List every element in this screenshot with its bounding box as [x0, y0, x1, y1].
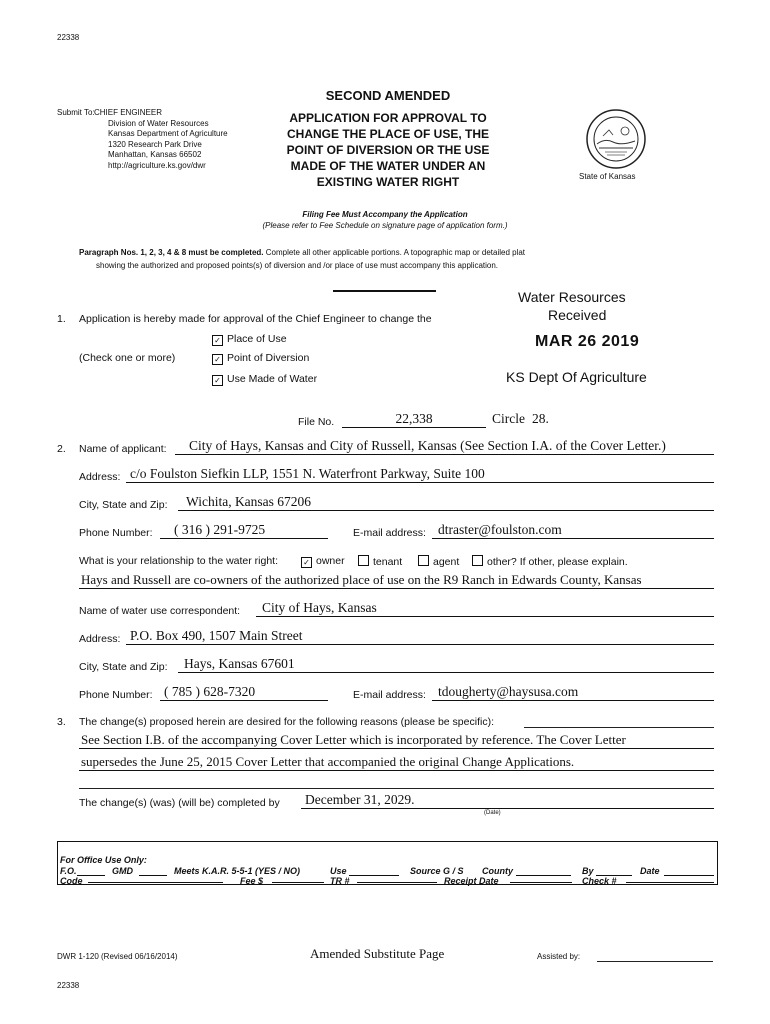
submit-to-line: 1320 Research Park Drive — [108, 139, 202, 149]
instructions-line-2: showing the authorized and proposed points(s) of diversion and /or place of use must accompany this application. — [96, 261, 499, 270]
stamp-water-resources: Water Resources — [518, 289, 626, 305]
circle-label: Circle — [492, 411, 525, 426]
circle-field[interactable]: 28. — [532, 411, 549, 426]
reason-line-1-field[interactable]: See Section I.B. of the accompanying Cover Letter which is incorporated by reference. The Cover Letter — [79, 732, 714, 749]
address-2-field[interactable]: P.O. Box 490, 1507 Main Street — [126, 628, 714, 645]
title-line: CHANGE THE PLACE OF USE, THE — [286, 127, 489, 141]
form-revision: DWR 1-120 (Revised 06/16/2014) — [57, 952, 178, 961]
instructions-required: Paragraph Nos. 1, 2, 3, 4 & 8 must be completed. — [79, 248, 264, 257]
reason-blank-line — [524, 727, 714, 728]
applicant-name-label: Name of applicant: — [79, 443, 167, 455]
office-kar-label: Meets K.A.R. 5-5-1 (YES / NO) — [174, 866, 301, 876]
submit-to-line: Kansas Department of Agriculture — [108, 129, 228, 138]
email-2-label: E-mail address: — [353, 689, 426, 701]
check-note: (Check one or more) — [79, 352, 176, 364]
office-fee-field[interactable] — [272, 882, 324, 883]
office-date-field[interactable] — [664, 875, 714, 876]
substitute-page-note: Amended Substitute Page — [310, 946, 445, 961]
submit-to-line: Division of Water Resources — [108, 118, 209, 128]
phone-label: Phone Number: — [79, 527, 153, 539]
amended-heading: SECOND AMENDED — [325, 88, 451, 103]
city-state-zip-2-label: City, State and Zip: — [79, 661, 168, 673]
title-line: MADE OF THE WATER UNDER AN — [290, 159, 486, 173]
agent-checkbox[interactable] — [418, 555, 429, 566]
office-code-label: Code — [60, 876, 83, 886]
point-of-diversion-checkbox[interactable]: ✓ — [212, 354, 223, 365]
submit-to-label: Submit To: — [57, 108, 95, 117]
reason-line-2-field[interactable]: supersedes the June 25, 2015 Cover Letter that accompanied the original Change Applications. — [79, 754, 714, 771]
option-point-of-diversion[interactable] — [212, 352, 309, 365]
instructions-optional: Complete all other applicable portions. A topographic map or detailed plat — [263, 248, 526, 257]
section-1-text: Application is hereby made for approval of the Chief Engineer to change the — [79, 313, 432, 325]
option-label: Use Made of Water — [227, 373, 318, 385]
use-made-of-water-checkbox[interactable]: ✓ — [212, 375, 223, 386]
stamp-date: MAR 26 2019 — [535, 333, 640, 350]
office-gmd-field[interactable] — [139, 875, 167, 876]
address-field[interactable]: c/o Foulston Siefkin LLP, 1551 N. Waterfront Parkway, Suite 100 — [126, 466, 714, 483]
office-county-field[interactable] — [516, 875, 571, 876]
office-use-label: Use — [330, 866, 347, 876]
submit-to-address — [94, 108, 228, 171]
relationship-agent[interactable] — [418, 555, 459, 568]
office-source-label: Source G / S — [410, 866, 464, 876]
email-2-field[interactable]: tdougherty@haysusa.com — [432, 684, 714, 701]
document-id: 22338 — [57, 33, 80, 42]
option-place-of-use[interactable] — [212, 333, 287, 346]
applicant-name-field[interactable]: City of Hays, Kansas and City of Russell, Kansas (See Section I.A. of the Cover Letter.) — [175, 438, 714, 455]
fee-schedule-note: (Please refer to Fee Schedule on signature page of application form.) — [262, 221, 508, 230]
office-code-field[interactable] — [88, 882, 223, 883]
relationship-explanation-field[interactable]: Hays and Russell are co-owners of the authorized place of use on the R9 Ranch in Edwards County, Kansas — [79, 572, 714, 589]
owner-checkbox[interactable]: ✓ — [301, 557, 312, 568]
date-caption: (Date) — [484, 810, 501, 816]
seal-caption: State of Kansas — [579, 172, 636, 181]
office-fee-label: Fee $ — [240, 876, 264, 886]
office-tr-field[interactable] — [357, 882, 437, 883]
completion-label: The change(s) (was) (will be) completed by — [79, 797, 280, 809]
office-use-box — [57, 841, 718, 885]
submit-to-line: http://agriculture.ks.gov/dwr — [108, 160, 206, 170]
address-label: Address: — [79, 471, 121, 483]
office-fo-label: F.O. — [60, 866, 77, 876]
email-field[interactable]: dtraster@foulston.com — [432, 522, 714, 539]
stamp-rule — [333, 290, 436, 292]
title-line: APPLICATION FOR APPROVAL TO — [289, 111, 487, 125]
office-receipt-date-field[interactable] — [510, 882, 572, 883]
relationship-option-label: other? If other, please explain. — [487, 556, 628, 568]
office-gmd-label: GMD — [112, 866, 133, 876]
section-3-number: 3. — [57, 716, 66, 728]
footer-document-id: 22338 — [57, 981, 80, 990]
office-county-label: County — [482, 866, 513, 876]
title-line: EXISTING WATER RIGHT — [316, 175, 460, 189]
stamp-received: Received — [548, 307, 607, 323]
other-checkbox[interactable] — [472, 555, 483, 566]
office-use-field[interactable] — [349, 875, 399, 876]
fee-note: Filing Fee Must Accompany the Application — [302, 210, 468, 219]
option-label: Place of Use — [227, 333, 287, 345]
submit-to-line: CHIEF ENGINEER — [94, 108, 163, 117]
stamp-department: KS Dept Of Agriculture — [506, 369, 647, 385]
tenant-checkbox[interactable] — [358, 555, 369, 566]
relationship-option-label: owner — [316, 555, 345, 567]
relationship-other[interactable] — [472, 555, 628, 568]
relationship-option-label: tenant — [373, 556, 403, 568]
state-seal-icon — [585, 108, 647, 170]
file-number-label: File No. — [298, 416, 335, 428]
relationship-option-label: agent — [433, 556, 460, 568]
application-title — [258, 110, 518, 190]
option-label: Point of Diversion — [227, 352, 310, 364]
file-number-field[interactable]: 22,338 — [342, 411, 486, 428]
city-state-zip-label: City, State and Zip: — [79, 499, 168, 511]
completion-date-field[interactable]: December 31, 2029. — [301, 792, 714, 809]
city-state-zip-2-field[interactable]: Hays, Kansas 67601 — [178, 656, 714, 673]
place-of-use-checkbox[interactable]: ✓ — [212, 335, 223, 346]
office-check-field[interactable] — [626, 882, 714, 883]
instructions-line-1 — [79, 248, 525, 257]
address-2-label: Address: — [79, 633, 121, 645]
option-use-made-of-water[interactable] — [212, 373, 317, 386]
assisted-by-label: Assisted by: — [537, 952, 581, 961]
section-1-number: 1. — [57, 313, 66, 325]
office-check-label: Check # — [582, 876, 617, 886]
city-state-zip-field[interactable]: Wichita, Kansas 67206 — [178, 494, 714, 511]
phone-field[interactable]: ( 316 ) 291-9725 — [160, 522, 328, 539]
section-2-number: 2. — [57, 443, 66, 455]
relationship-owner[interactable] — [301, 555, 345, 568]
section-3-text: The change(s) proposed herein are desired for the following reasons (please be specific): — [79, 716, 494, 728]
correspondent-label: Name of water use correspondent: — [79, 605, 241, 617]
office-tr-label: TR # — [330, 876, 350, 886]
office-by-label: By — [582, 866, 594, 876]
office-heading: For Office Use Only: — [60, 855, 147, 865]
correspondent-field[interactable]: City of Hays, Kansas — [256, 600, 714, 617]
relationship-label: What is your relationship to the water right: — [79, 555, 279, 567]
relationship-tenant[interactable] — [358, 555, 402, 568]
email-label: E-mail address: — [353, 527, 426, 539]
title-line: POINT OF DIVERSION OR THE USE — [286, 143, 490, 157]
assisted-by-field[interactable] — [597, 961, 713, 962]
submit-to-line: Manhattan, Kansas 66502 — [108, 150, 202, 159]
office-date-label: Date — [640, 866, 660, 876]
reason-line-3 — [79, 788, 714, 789]
phone-2-label: Phone Number: — [79, 689, 153, 701]
phone-2-field[interactable]: ( 785 ) 628-7320 — [160, 684, 328, 701]
office-receipt-date-label: Receipt Date — [444, 876, 499, 886]
